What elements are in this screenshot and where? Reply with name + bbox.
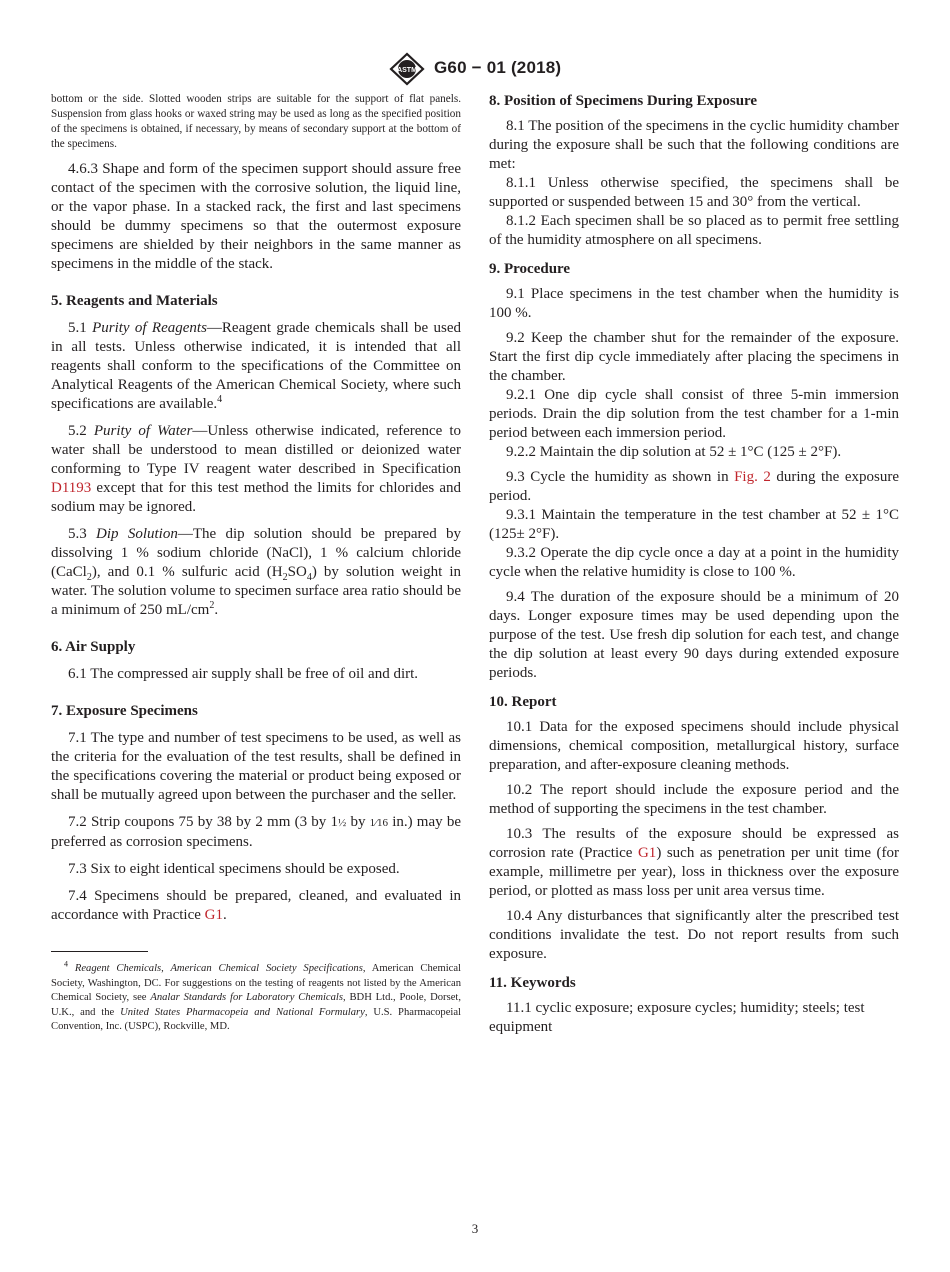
- section-heading-8: 8. Position of Specimens During Exposure: [489, 93, 758, 109]
- section-heading-11: 11. Keywords: [489, 975, 576, 991]
- link-g1[interactable]: G1: [204, 907, 224, 923]
- paragraph-5-3: 5.3 Dip Solution—The dip solution should be prepared by dissolving 1 % sodium chloride (NaCl), 1 % calcium chloride (CaCl$_2$), and 0.1 % sulfuric acid $(H_2SO_4)$ by solution weight in water. The solution volume to specimen surface area ratio should be a minimum of 250 $mL/cm^2$.: [51, 526, 461, 618]
- link-fig-2[interactable]: Fig. 2: [734, 469, 771, 485]
- paragraph-10-3: 10.3 The results of the exposure should be expressed as corrosion rate (Practice G1) such as penetration per unit time (for example, millimetre per year), loss in thickness over the exposure period, or plotted as mass loss per unit area versus time.: [489, 826, 899, 899]
- logo-text: ASTM: [397, 67, 417, 74]
- left-column: [51, 92, 461, 1035]
- paragraph-9-3-1: 9.3.1 Maintain the temperature in the test chamber at 52 ± 1°C (125± 2°F).: [489, 507, 899, 542]
- page-number: 3: [471, 1221, 479, 1236]
- paragraph-7-1: 7.1 The type and number of test specimens to be used, as well as the criteria for the evaluation of the test results, shall be defined in the specifications covering the material or product being exposed or shall be mutually agreed upon between the purchaser and the seller.: [51, 730, 461, 803]
- section-heading-10: 10. Report: [489, 694, 557, 710]
- footnote-4: $^4$ Reagent Chemicals, American Chemical Society Specifications, American Chemical Society, Washington, DC. For suggestions on the testing of reagents not listed by the American Chemical Society, see Analar Standards for Laboratory Chemicals, BDH Ltd., Poole, Dorset, U.K., and the United States Pharmacopeia and National Formulary, U.S. Pharmacopeial Convention, Inc. (USPC), Rockville, MD.: [51, 959, 461, 1033]
- paragraph-9-4: 9.4 The duration of the exposure should be a minimum of 20 days. Longer exposure times may be used depending upon the purpose of the test. Use fresh dip solution for each test, and change the dip solution at least every 90 days during extended exposure periods.: [489, 589, 899, 681]
- section-heading-5: 5. Reagents and Materials: [51, 293, 218, 309]
- paragraph-continued: bottom or the side. Slotted wooden strips are suitable for the support of flat panels. Suspension from glass hooks or waxed string may be used as long as the specified position of the specimens is obtained, if necessary, by means of secondary support at the bottom of the specimens.: [51, 93, 461, 150]
- paragraph-9-3-2: 9.3.2 Operate the dip cycle once a day at a point in the humidity cycle when the relative humidity is close to 100 %.: [489, 545, 899, 580]
- paragraph-9-3: 9.3 Cycle the humidity as shown in Fig. 2 during the exposure period.: [489, 469, 899, 504]
- paragraph-9-2-2: 9.2.2 Maintain the dip solution at 52 ± 1°C (125 ± 2°F).: [506, 444, 842, 460]
- section-heading-6: 6. Air Supply: [51, 639, 136, 655]
- section-heading-7: 7. Exposure Specimens: [51, 703, 198, 719]
- link-g1-report[interactable]: G1: [637, 845, 657, 861]
- paragraph-9-2: 9.2 Keep the chamber shut for the remainder of the exposure. Start the first dip cycle immediately after placing the specimens in the chamber.: [489, 330, 899, 384]
- paragraph-8-1-1: 8.1.1 Unless otherwise specified, the specimens shall be supported or suspended between 15 and 30° from the vertical.: [489, 175, 899, 210]
- paragraph-11-1: 11.1 cyclic exposure; exposure cycles; humidity; steels; test equipment: [489, 1000, 865, 1035]
- paragraph-6-1: 6.1 The compressed air supply shall be free of oil and dirt.: [68, 666, 419, 682]
- paragraph-9-1: 9.1 Place specimens in the test chamber when the humidity is 100 %.: [489, 286, 899, 321]
- page-header: [0, 52, 950, 86]
- paragraph-10-1: 10.1 Data for the exposed specimens should include physical dimensions, chemical composition, metallurgical history, surface preparation, and after-exposure cleaning methods.: [489, 719, 899, 773]
- astm-logo-icon: [388, 52, 426, 86]
- paragraph-5-1: 5.1 Purity of Reagents—Reagent grade chemicals shall be used in all tests. Unless otherwise indicated, it is intended that all reagents shall conform to the specifications of the Committee on Analytical Reagents of the American Chemical Society, where such specifications are available.$^4$: [51, 320, 461, 412]
- paragraph-5-2: 5.2 Purity of Water—Unless otherwise indicated, reference to water shall be understood to mean distilled or deionized water conforming to Type IV reagent water described in Specification D1193 except that for this test method the limits for chlorides and sodium may be ignored.: [51, 423, 461, 515]
- paragraph-8-1-2: 8.1.2 Each specimen shall be so placed as to permit free settling of the humidity atmosphere on all specimens.: [489, 213, 899, 248]
- paragraph-9-2-1: 9.2.1 One dip cycle shall consist of three 5-min immersion periods. Drain the dip solution from the test chamber for a 1-min period between each immersion period.: [489, 387, 899, 441]
- paragraph-7-4: 7.4 Specimens should be prepared, cleaned, and evaluated in accordance with Practice G1.: [51, 888, 461, 923]
- paragraph-10-4: 10.4 Any disturbances that significantly alter the prescribed test conditions invalidate the test. Do not report results from such exposure.: [489, 908, 899, 962]
- paragraph-8-1: 8.1 The position of the specimens in the cyclic humidity chamber during the exposure shall be such that the following conditions are met:: [489, 118, 899, 172]
- footnote-rule: [51, 951, 148, 952]
- paragraph-7-2: 7.2 Strip coupons 75 by 38 by 2 mm (3 by 1½ by 1⁄16 in.) may be preferred as corrosion specimens.: [51, 814, 461, 850]
- right-column: [489, 92, 899, 1037]
- section-heading-9: 9. Procedure: [489, 261, 571, 277]
- paragraph-7-3: 7.3 Six to eight identical specimens should be exposed.: [68, 861, 400, 877]
- paragraph-10-2: 10.2 The report should include the exposure period and the method of supporting the specimens in the test chamber.: [489, 782, 899, 817]
- link-d1193[interactable]: D1193: [51, 480, 92, 496]
- document-id: G60 − 01 (2018): [434, 58, 562, 77]
- paragraph-4-6-3: 4.6.3 Shape and form of the specimen support should assure free contact of the specimen with the corrosive solution, the liquid line, or the vapor phase. In a stacked rack, the first and last specimens should be dummy specimens so that the outermost exposure specimens are shielded by their neighbors in the same manner as specimens in the middle of the stack.: [51, 161, 461, 272]
